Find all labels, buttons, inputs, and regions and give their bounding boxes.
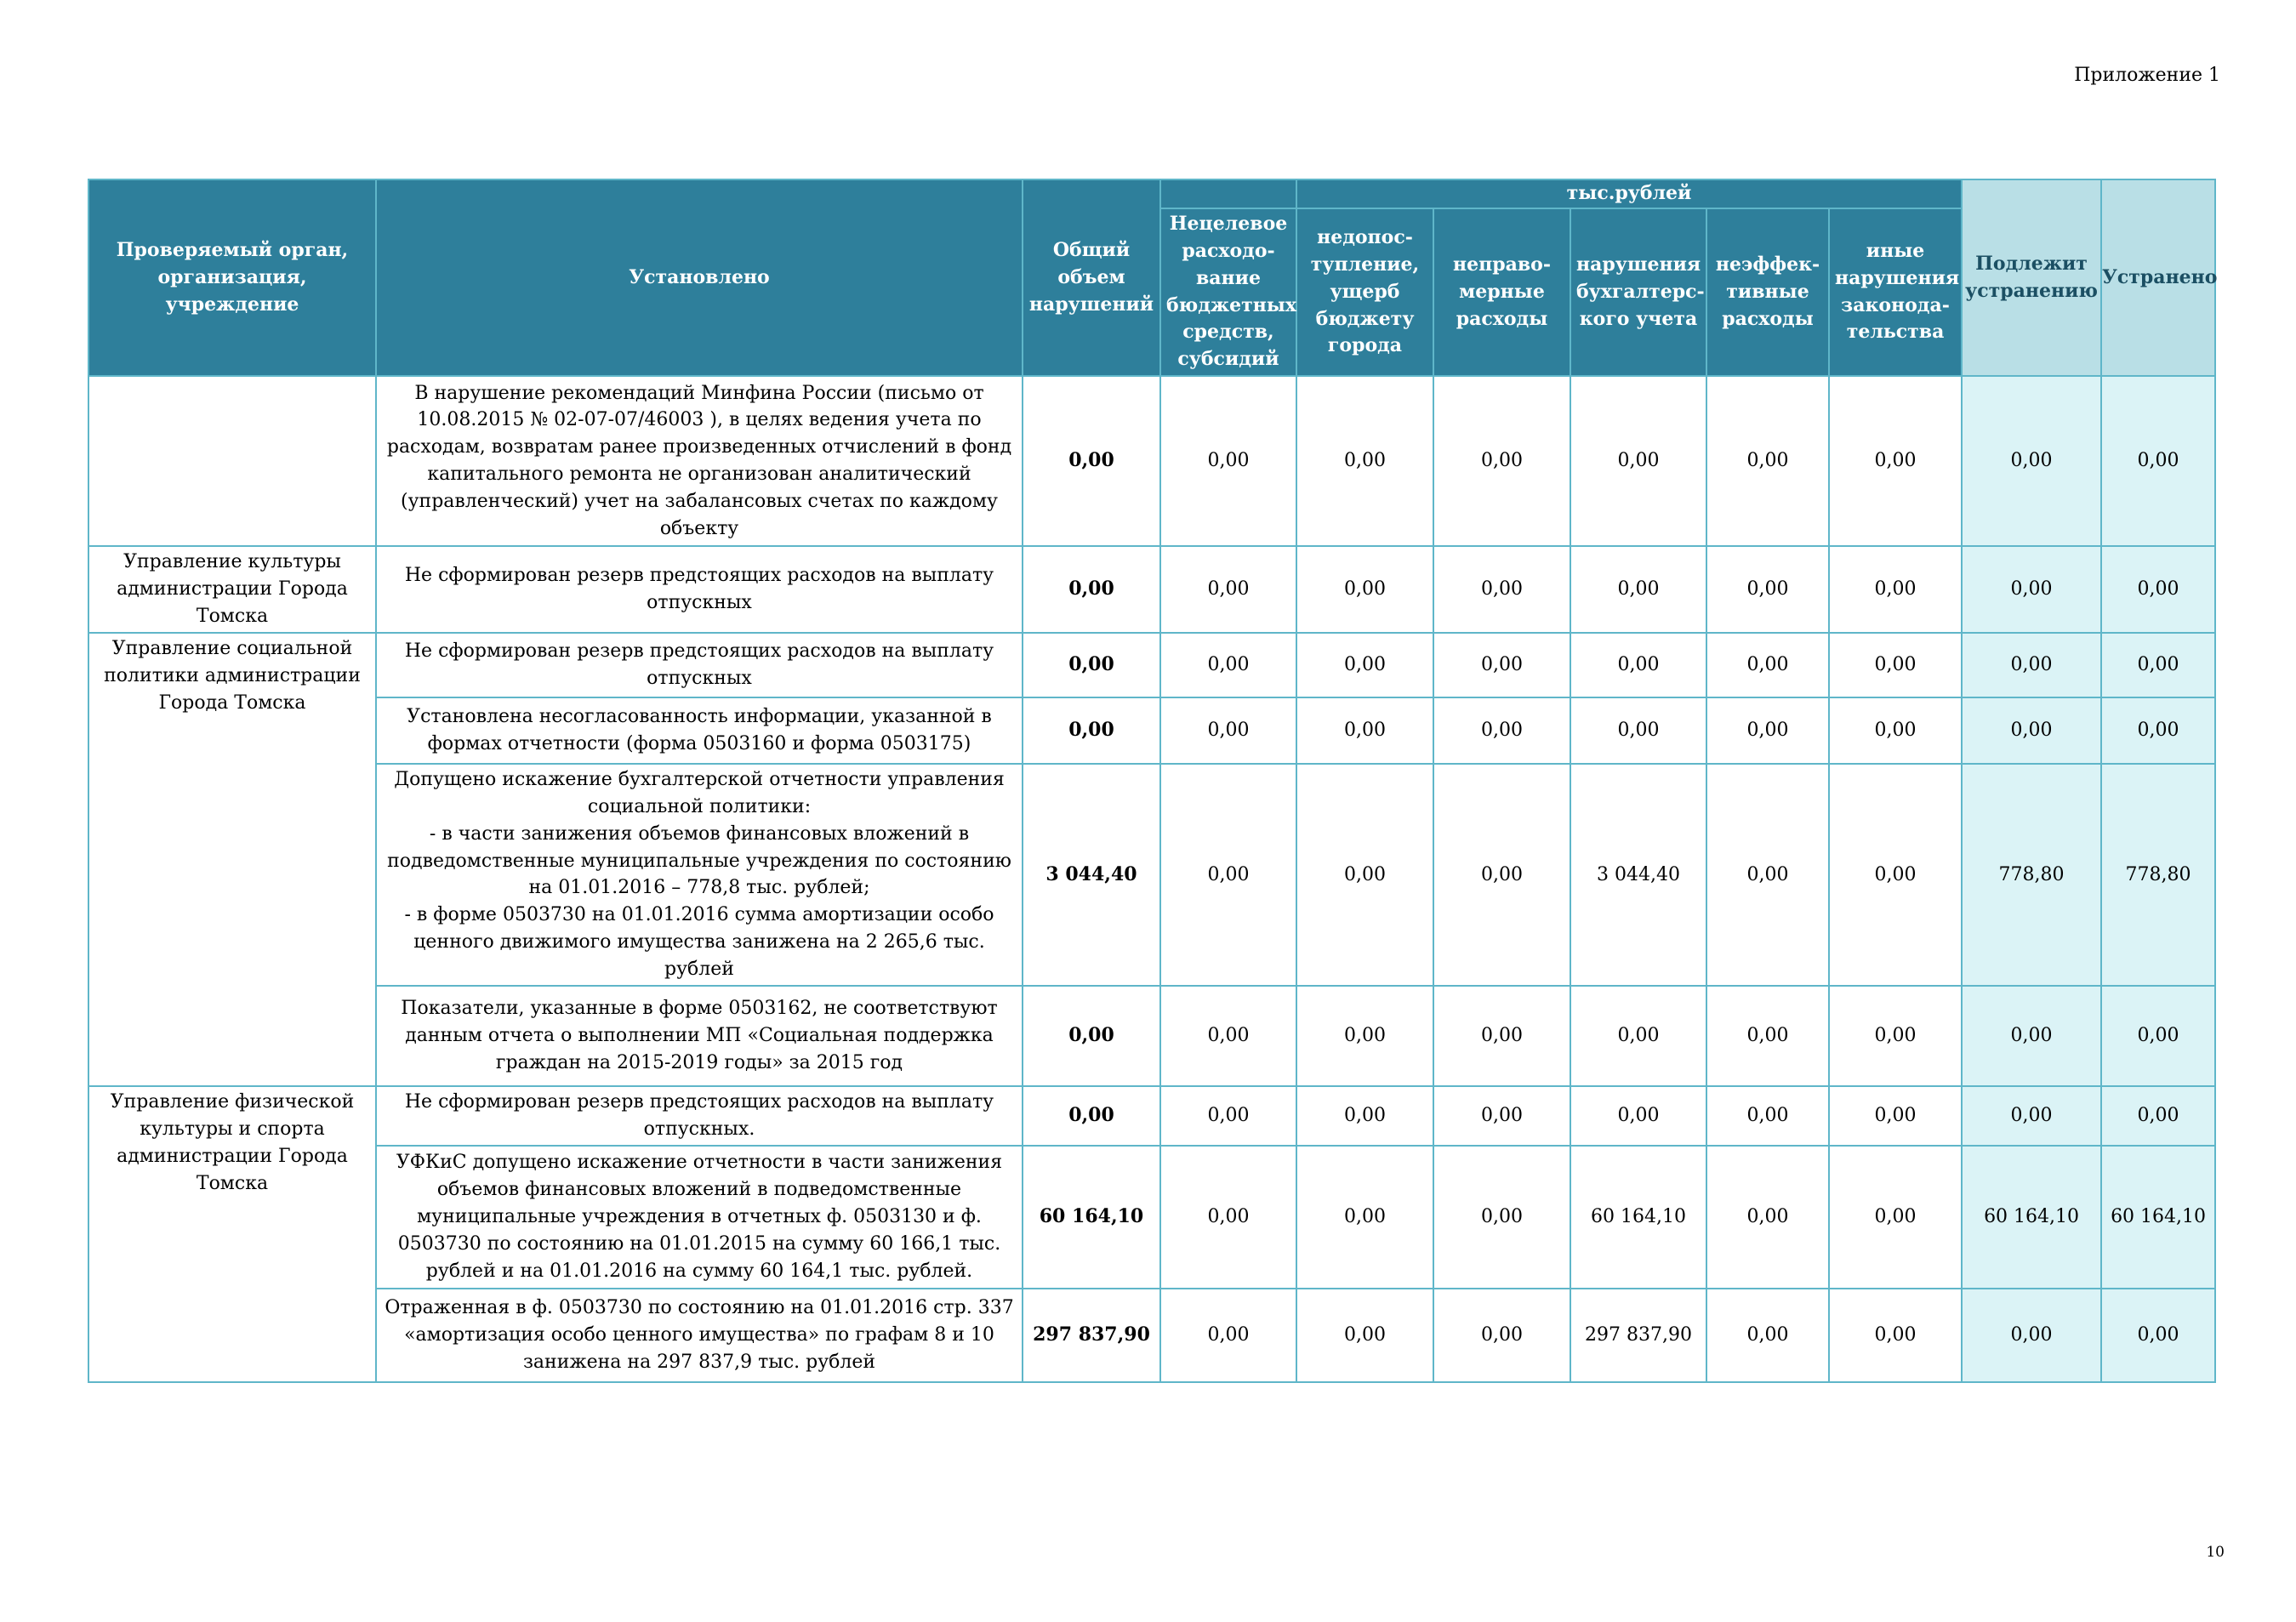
cell-ineffective: 0,00: [1706, 376, 1829, 546]
cell-other: 0,00: [1829, 546, 1962, 633]
cell-fixed: 778,80: [2101, 764, 2215, 986]
cell-fixed: 0,00: [2101, 546, 2215, 633]
table-row: [88, 376, 2215, 546]
row-text: Не сформирован резерв предстоящих расходов на выплату отпускных: [376, 633, 1023, 697]
cell-other: 0,00: [1829, 1146, 1962, 1289]
cell-accounting: 0,00: [1570, 633, 1706, 697]
row-text: В нарушение рекомендаций Минфина России (письмо от 10.08.2015 № 02-07-07/46003 ), в целях ведения учета по расходам, возвратам ранее произведенных отчислений в фонд капитального ремонта не организован аналитический (управленческий) учет на забалансовых счетах по каждому объекту: [376, 376, 1023, 546]
cell-ineffective: 0,00: [1706, 546, 1829, 633]
cell-misuse: 0,00: [1160, 546, 1296, 633]
cell-ineffective: 0,00: [1706, 1289, 1829, 1382]
header-other: иные нарушения законода-тельства: [1829, 208, 1962, 376]
cell-to-fix: 0,00: [1962, 986, 2101, 1086]
row-text: УФКиС допущено искажение отчетности в части занижения объемов финансовых вложений в подведомственные муниципальные учреждения в отчетных ф. 0503130 и ф. 0503730 по состоянию на 01.01.2015 на сумму 60 166,1 тыс. рублей и на 01.01.2016 на сумму 60 164,1 тыс. рублей.: [376, 1146, 1023, 1289]
cell-unlawful: 0,00: [1433, 633, 1570, 697]
cell-ineffective: 0,00: [1706, 633, 1829, 697]
cell-total: 3 044,40: [1023, 764, 1160, 986]
cell-fixed: 0,00: [2101, 1086, 2215, 1146]
cell-accounting: 0,00: [1570, 376, 1706, 546]
header-units: тыс.рублей: [1296, 179, 1962, 208]
cell-fixed: 60 164,10: [2101, 1146, 2215, 1289]
cell-total: 297 837,90: [1023, 1289, 1160, 1382]
cell-accounting: 0,00: [1570, 697, 1706, 764]
cell-fixed: 0,00: [2101, 986, 2215, 1086]
cell-misuse: 0,00: [1160, 697, 1296, 764]
cell-other: 0,00: [1829, 764, 1962, 986]
cell-misuse: 0,00: [1160, 986, 1296, 1086]
cell-other: 0,00: [1829, 697, 1962, 764]
cell-misuse: 0,00: [1160, 1146, 1296, 1289]
header-unlawful: неправо-мерные расходы: [1433, 208, 1570, 376]
table-row: [88, 1289, 2215, 1382]
cell-ineffective: 0,00: [1706, 986, 1829, 1086]
org-cell-social: Управление социальной политики администрации Города Томска: [88, 633, 376, 1086]
cell-unlawful: 0,00: [1433, 697, 1570, 764]
cell-shortfall: 0,00: [1296, 546, 1433, 633]
cell-accounting: 0,00: [1570, 986, 1706, 1086]
cell-unlawful: 0,00: [1433, 546, 1570, 633]
header-accounting: нарушения бухгалтерс-кого учета: [1570, 208, 1706, 376]
cell-unlawful: 0,00: [1433, 1289, 1570, 1382]
cell-shortfall: 0,00: [1296, 376, 1433, 546]
org-cell-empty: [88, 376, 376, 546]
cell-unlawful: 0,00: [1433, 764, 1570, 986]
row-text: Показатели, указанные в форме 0503162, не соответствуют данным отчета о выполнении МП «Социальная поддержка граждан на 2015-2019 годы» за 2015 год: [376, 986, 1023, 1086]
cell-other: 0,00: [1829, 1086, 1962, 1146]
cell-accounting: 0,00: [1570, 1086, 1706, 1146]
header-fixed: Устранено: [2101, 179, 2215, 376]
cell-to-fix: 0,00: [1962, 546, 2101, 633]
cell-accounting: 3 044,40: [1570, 764, 1706, 986]
violations-table: [88, 179, 2216, 1383]
cell-ineffective: 0,00: [1706, 1146, 1829, 1289]
header-blank: [1160, 179, 1296, 208]
cell-other: 0,00: [1829, 986, 1962, 1086]
row-text: Не сформирован резерв предстоящих расходов на выплату отпускных: [376, 546, 1023, 633]
header-to-fix: Подлежит устранению: [1962, 179, 2101, 376]
cell-other: 0,00: [1829, 1289, 1962, 1382]
table-row: [88, 764, 2215, 986]
header-established: Установлено: [376, 179, 1023, 376]
cell-accounting: 60 164,10: [1570, 1146, 1706, 1289]
cell-total: 0,00: [1023, 986, 1160, 1086]
row-text: Отраженная в ф. 0503730 по состоянию на 01.01.2016 стр. 337 «амортизация особо ценного имущества» по графам 8 и 10 занижена на 297 837,9 тыс. рублей: [376, 1289, 1023, 1382]
cell-ineffective: 0,00: [1706, 697, 1829, 764]
table-row: [88, 546, 2215, 633]
header-ineffective: неэффек-тивные расходы: [1706, 208, 1829, 376]
cell-shortfall: 0,00: [1296, 1289, 1433, 1382]
cell-shortfall: 0,00: [1296, 764, 1433, 986]
cell-to-fix: 778,80: [1962, 764, 2101, 986]
cell-misuse: 0,00: [1160, 1289, 1296, 1382]
table-row: [88, 697, 2215, 764]
cell-unlawful: 0,00: [1433, 1146, 1570, 1289]
table-row: [88, 1086, 2215, 1146]
cell-to-fix: 0,00: [1962, 1289, 2101, 1382]
table-row: [88, 633, 2215, 697]
header-total: Общий объем нарушений: [1023, 179, 1160, 376]
cell-fixed: 0,00: [2101, 633, 2215, 697]
cell-ineffective: 0,00: [1706, 1086, 1829, 1146]
page-number: 10: [2206, 1544, 2225, 1561]
cell-to-fix: 60 164,10: [1962, 1146, 2101, 1289]
cell-fixed: 0,00: [2101, 697, 2215, 764]
header-shortfall: недопос-тупление, ущерб бюджету города: [1296, 208, 1433, 376]
cell-accounting: 0,00: [1570, 546, 1706, 633]
cell-to-fix: 0,00: [1962, 1086, 2101, 1146]
cell-total: 0,00: [1023, 376, 1160, 546]
cell-fixed: 0,00: [2101, 1289, 2215, 1382]
cell-accounting: 297 837,90: [1570, 1289, 1706, 1382]
org-cell-sport: Управление физической культуры и спорта администрации Города Томска: [88, 1086, 376, 1382]
row-text: Допущено искажение бухгалтерской отчетности управления социальной политики: - в части занижения объемов финансовых вложений в подведомственные муниципальные учреждения по состоянию на 01.01.2016 – 778,8 тыс. рублей; - в форме 0503730 на 01.01.2016 сумма амортизации особо ценного движимого имущества занижена на 2 265,6 тыс. рублей: [376, 764, 1023, 986]
cell-to-fix: 0,00: [1962, 633, 2101, 697]
cell-unlawful: 0,00: [1433, 986, 1570, 1086]
cell-to-fix: 0,00: [1962, 376, 2101, 546]
cell-total: 0,00: [1023, 697, 1160, 764]
cell-misuse: 0,00: [1160, 633, 1296, 697]
cell-unlawful: 0,00: [1433, 1086, 1570, 1146]
cell-shortfall: 0,00: [1296, 1146, 1433, 1289]
row-text: Установлена несогласованность информации, указанной в формах отчетности (форма 0503160 и форма 0503175): [376, 697, 1023, 764]
cell-other: 0,00: [1829, 633, 1962, 697]
cell-total: 0,00: [1023, 633, 1160, 697]
cell-total: 0,00: [1023, 546, 1160, 633]
table-row: [88, 986, 2215, 1086]
org-cell-culture: Управление культуры администрации Города Томска: [88, 546, 376, 633]
table-row: [88, 1146, 2215, 1289]
row-text: Не сформирован резерв предстоящих расходов на выплату отпускных.: [376, 1086, 1023, 1146]
cell-unlawful: 0,00: [1433, 376, 1570, 546]
cell-shortfall: 0,00: [1296, 986, 1433, 1086]
cell-fixed: 0,00: [2101, 376, 2215, 546]
cell-other: 0,00: [1829, 376, 1962, 546]
cell-shortfall: 0,00: [1296, 697, 1433, 764]
header-org: Проверяемый орган, организация, учреждение: [88, 179, 376, 376]
cell-ineffective: 0,00: [1706, 764, 1829, 986]
cell-misuse: 0,00: [1160, 1086, 1296, 1146]
cell-shortfall: 0,00: [1296, 1086, 1433, 1146]
cell-to-fix: 0,00: [1962, 697, 2101, 764]
cell-misuse: 0,00: [1160, 376, 1296, 546]
appendix-label: Приложение 1: [2074, 65, 2220, 86]
cell-misuse: 0,00: [1160, 764, 1296, 986]
cell-shortfall: 0,00: [1296, 633, 1433, 697]
cell-total: 0,00: [1023, 1086, 1160, 1146]
header-misuse: Нецелевое расходо-вание бюджетных средств, субсидий: [1160, 208, 1296, 376]
cell-total: 60 164,10: [1023, 1146, 1160, 1289]
